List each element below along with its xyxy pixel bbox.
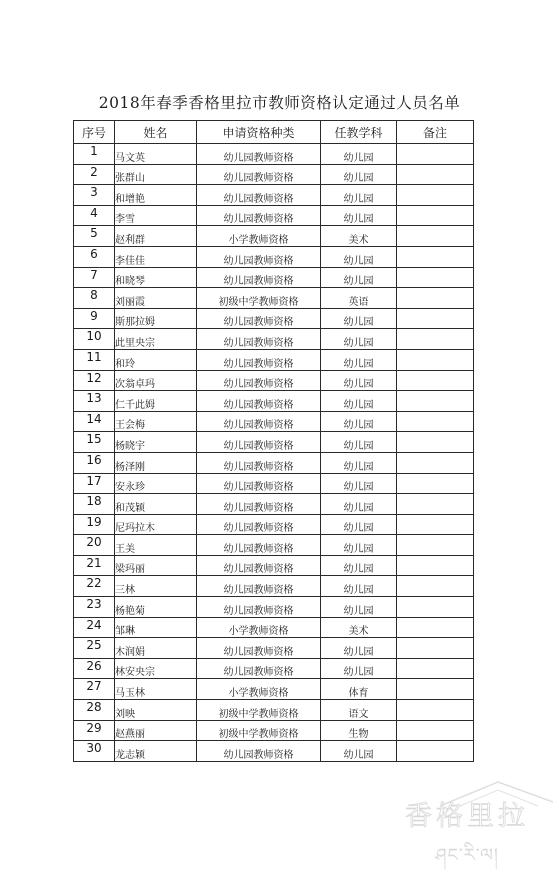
table-row [74, 308, 474, 329]
cell-no: 5 [74, 226, 115, 247]
cell-name: 和茂颖 [115, 494, 197, 515]
table-row [74, 144, 474, 165]
cell-no: 11 [74, 349, 115, 370]
cell-note [397, 617, 474, 638]
table-row [74, 349, 474, 370]
cell-note [397, 576, 474, 597]
table-row [74, 226, 474, 247]
cell-note [397, 226, 474, 247]
cell-no: 23 [74, 597, 115, 618]
watermark-script: ཤང་རི་ལ། [435, 845, 499, 866]
cell-name: 三林 [115, 576, 197, 597]
cell-note [397, 267, 474, 288]
cell-note [397, 514, 474, 535]
cell-no: 3 [74, 185, 115, 206]
cell-note [397, 658, 474, 679]
cell-name: 李雪 [115, 205, 197, 226]
cell-qualification: 幼儿园教师资格 [197, 349, 321, 370]
cell-name: 赵利群 [115, 226, 197, 247]
cell-qualification: 幼儿园教师资格 [197, 164, 321, 185]
cell-no: 27 [74, 679, 115, 700]
table-row [74, 452, 474, 473]
table-row [74, 535, 474, 556]
cell-note [397, 288, 474, 309]
cell-note [397, 411, 474, 432]
header-no: 序号 [74, 121, 115, 144]
table-row [74, 391, 474, 412]
cell-subject: 语文 [321, 700, 397, 721]
cell-note [397, 494, 474, 515]
cell-qualification: 幼儿园教师资格 [197, 473, 321, 494]
cell-qualification: 幼儿园教师资格 [197, 555, 321, 576]
cell-name: 刘丽霞 [115, 288, 197, 309]
cell-note [397, 144, 474, 165]
cell-name: 张群山 [115, 164, 197, 185]
watermark-logo [378, 780, 553, 872]
table-row [74, 370, 474, 391]
cell-qualification: 幼儿园教师资格 [197, 411, 321, 432]
table-row [74, 246, 474, 267]
header-note: 备注 [397, 121, 474, 144]
cell-note [397, 349, 474, 370]
cell-note [397, 679, 474, 700]
cell-no: 25 [74, 638, 115, 659]
cell-qualification: 初级中学教师资格 [197, 288, 321, 309]
cell-note [397, 638, 474, 659]
cell-subject: 幼儿园 [321, 494, 397, 515]
cell-subject: 幼儿园 [321, 205, 397, 226]
table-row [74, 432, 474, 453]
cell-note [397, 555, 474, 576]
cell-no: 6 [74, 246, 115, 267]
cell-qualification: 小学教师资格 [197, 679, 321, 700]
cell-subject: 幼儿园 [321, 658, 397, 679]
cell-subject: 幼儿园 [321, 246, 397, 267]
cell-name: 马文英 [115, 144, 197, 165]
cell-name: 和晓琴 [115, 267, 197, 288]
cell-qualification: 幼儿园教师资格 [197, 535, 321, 556]
cell-name: 李佳佳 [115, 246, 197, 267]
cell-subject: 幼儿园 [321, 535, 397, 556]
cell-no: 17 [74, 473, 115, 494]
cell-subject: 美术 [321, 617, 397, 638]
cell-qualification: 幼儿园教师资格 [197, 597, 321, 618]
table-row [74, 205, 474, 226]
cell-subject: 幼儿园 [321, 514, 397, 535]
cell-name: 邹琳 [115, 617, 197, 638]
cell-qualification: 初级中学教师资格 [197, 700, 321, 721]
cell-subject: 美术 [321, 226, 397, 247]
cell-name: 林安央宗 [115, 658, 197, 679]
cell-subject: 英语 [321, 288, 397, 309]
cell-name: 和玲 [115, 349, 197, 370]
cell-qualification: 幼儿园教师资格 [197, 246, 321, 267]
cell-subject: 幼儿园 [321, 638, 397, 659]
table-body [74, 144, 474, 762]
cell-no: 10 [74, 329, 115, 350]
cell-qualification: 幼儿园教师资格 [197, 514, 321, 535]
cell-qualification: 幼儿园教师资格 [197, 205, 321, 226]
table-row [74, 679, 474, 700]
table-row [74, 555, 474, 576]
cell-no: 12 [74, 370, 115, 391]
table-row [74, 185, 474, 206]
cell-no: 26 [74, 658, 115, 679]
cell-qualification: 幼儿园教师资格 [197, 494, 321, 515]
cell-name: 刘映 [115, 700, 197, 721]
cell-note [397, 308, 474, 329]
table-row [74, 617, 474, 638]
cell-note [397, 535, 474, 556]
cell-subject: 幼儿园 [321, 329, 397, 350]
cell-qualification: 幼儿园教师资格 [197, 452, 321, 473]
table-row [74, 658, 474, 679]
cell-name: 仁千此姆 [115, 391, 197, 412]
cell-note [397, 432, 474, 453]
cell-name: 和增艳 [115, 185, 197, 206]
cell-name: 杨晓宇 [115, 432, 197, 453]
cell-note [397, 205, 474, 226]
table-row [74, 288, 474, 309]
table-row [74, 597, 474, 618]
cell-no: 20 [74, 535, 115, 556]
table-row [74, 411, 474, 432]
cell-no: 21 [74, 555, 115, 576]
cell-qualification: 幼儿园教师资格 [197, 576, 321, 597]
cell-no: 29 [74, 720, 115, 741]
cell-name: 杨艳菊 [115, 597, 197, 618]
cell-subject: 幼儿园 [321, 411, 397, 432]
cell-no: 28 [74, 700, 115, 721]
cell-qualification: 小学教师资格 [197, 226, 321, 247]
watermark-text: 香格里拉 [405, 801, 529, 832]
cell-no: 30 [74, 741, 115, 762]
header-subject: 任教学科 [321, 121, 397, 144]
cell-no: 1 [74, 144, 115, 165]
cell-no: 7 [74, 267, 115, 288]
cell-name: 次翁卓玛 [115, 370, 197, 391]
cell-subject: 幼儿园 [321, 555, 397, 576]
table-row [74, 576, 474, 597]
cell-subject: 幼儿园 [321, 597, 397, 618]
cell-note [397, 720, 474, 741]
cell-name: 木润娟 [115, 638, 197, 659]
cell-note [397, 164, 474, 185]
table-row [74, 741, 474, 762]
cell-note [397, 185, 474, 206]
cell-subject: 幼儿园 [321, 185, 397, 206]
table-row [74, 494, 474, 515]
cell-no: 9 [74, 308, 115, 329]
cell-name: 王会梅 [115, 411, 197, 432]
cell-qualification: 初级中学教师资格 [197, 720, 321, 741]
table-row [74, 267, 474, 288]
cell-note [397, 329, 474, 350]
document-title: 2018年春季香格里拉市教师资格认定通过人员名单 [98, 94, 461, 112]
table-row [74, 329, 474, 350]
cell-qualification: 幼儿园教师资格 [197, 432, 321, 453]
table-row [74, 164, 474, 185]
cell-qualification: 幼儿园教师资格 [197, 658, 321, 679]
cell-subject: 幼儿园 [321, 349, 397, 370]
cell-note [397, 597, 474, 618]
cell-name: 赵燕丽 [115, 720, 197, 741]
cell-no: 16 [74, 452, 115, 473]
cell-name: 马玉林 [115, 679, 197, 700]
cell-note [397, 700, 474, 721]
cell-note [397, 473, 474, 494]
cell-qualification: 幼儿园教师资格 [197, 185, 321, 206]
cell-note [397, 741, 474, 762]
cell-subject: 幼儿园 [321, 267, 397, 288]
cell-note [397, 370, 474, 391]
cell-name: 杨泽刚 [115, 452, 197, 473]
cell-qualification: 幼儿园教师资格 [197, 741, 321, 762]
cell-subject: 幼儿园 [321, 432, 397, 453]
cell-note [397, 452, 474, 473]
cell-note [397, 246, 474, 267]
cell-subject: 幼儿园 [321, 164, 397, 185]
cell-qualification: 幼儿园教师资格 [197, 329, 321, 350]
table-row [74, 700, 474, 721]
header-name: 姓名 [115, 121, 197, 144]
cell-qualification: 幼儿园教师资格 [197, 144, 321, 165]
cell-qualification: 幼儿园教师资格 [197, 638, 321, 659]
table-row [74, 638, 474, 659]
cell-qualification: 幼儿园教师资格 [197, 391, 321, 412]
cell-no: 22 [74, 576, 115, 597]
cell-subject: 幼儿园 [321, 473, 397, 494]
cell-subject: 幼儿园 [321, 741, 397, 762]
cell-no: 13 [74, 391, 115, 412]
cell-no: 15 [74, 432, 115, 453]
cell-qualification: 幼儿园教师资格 [197, 308, 321, 329]
cell-subject: 幼儿园 [321, 370, 397, 391]
cell-no: 19 [74, 514, 115, 535]
cell-name: 尼玛拉木 [115, 514, 197, 535]
cell-name: 王美 [115, 535, 197, 556]
cell-subject: 幼儿园 [321, 452, 397, 473]
header-qualification: 申请资格种类 [197, 121, 321, 144]
table-header-row [74, 121, 474, 144]
cell-no: 18 [74, 494, 115, 515]
cell-name: 安永珍 [115, 473, 197, 494]
cell-subject: 幼儿园 [321, 308, 397, 329]
cell-no: 24 [74, 617, 115, 638]
cell-qualification: 幼儿园教师资格 [197, 370, 321, 391]
cell-name: 梁玛丽 [115, 555, 197, 576]
cell-subject: 幼儿园 [321, 144, 397, 165]
cell-no: 4 [74, 205, 115, 226]
roster-table [73, 120, 474, 762]
table-row [74, 514, 474, 535]
cell-subject: 生物 [321, 720, 397, 741]
cell-qualification: 幼儿园教师资格 [197, 267, 321, 288]
cell-no: 2 [74, 164, 115, 185]
cell-name: 龙志颖 [115, 741, 197, 762]
cell-subject: 幼儿园 [321, 576, 397, 597]
cell-no: 8 [74, 288, 115, 309]
cell-qualification: 小学教师资格 [197, 617, 321, 638]
cell-note [397, 391, 474, 412]
table-row [74, 720, 474, 741]
cell-subject: 幼儿园 [321, 391, 397, 412]
cell-name: 此里央宗 [115, 329, 197, 350]
cell-subject: 体育 [321, 679, 397, 700]
table-row [74, 473, 474, 494]
cell-no: 14 [74, 411, 115, 432]
cell-name: 斯那拉姆 [115, 308, 197, 329]
